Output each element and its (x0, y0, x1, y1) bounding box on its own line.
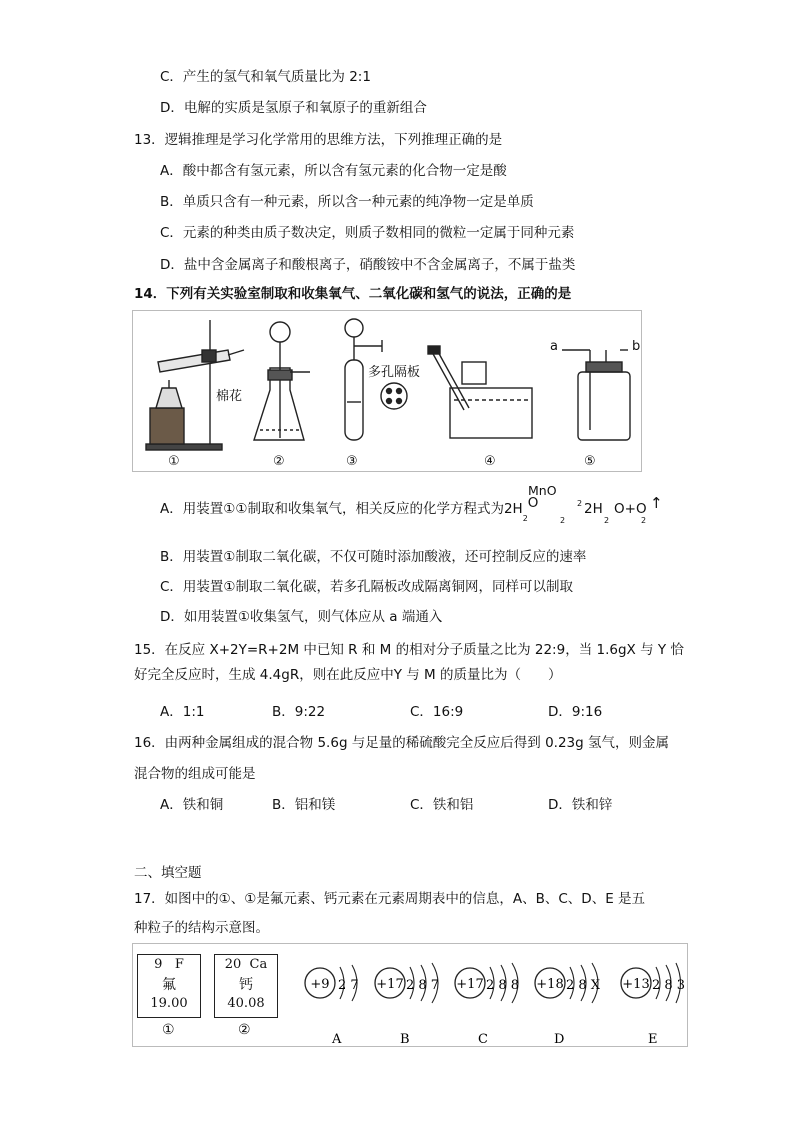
atom-a-label: A (332, 1032, 342, 1045)
atom-d-shells: 2 8 X (566, 978, 601, 993)
porous-plate-label: 多孔隔板 (368, 365, 421, 380)
atom-e (621, 963, 685, 1045)
atom-b-label: B (400, 1032, 410, 1045)
catalyst-mno2: MnO (528, 483, 557, 498)
apparatus-1-number: ① (168, 454, 180, 469)
f-atomic-number: 9 (154, 957, 163, 972)
q16-line1: 16．由两种金属组成的混合物 5.6g 与足量的稀硫酸完全反应后得到 0.23g 氢气，则金属 (134, 735, 670, 751)
eq-2h: 2H (584, 501, 603, 517)
apparatus-2-number: ② (273, 454, 285, 469)
atom-d (535, 963, 601, 1045)
port-b-label: b (632, 339, 641, 354)
sub-2d: 2 (604, 516, 610, 525)
apparatus-4-number: ④ (484, 454, 496, 469)
q13-option-d: D．盐中含金属离子和酸根离子，硝酸铵中不含金属离子，不属于盐类 (160, 257, 576, 273)
fluorine-cell (137, 954, 201, 1018)
sub-2b: 2 (577, 499, 583, 508)
q16-option-c: C．铁和铝 (410, 797, 474, 813)
apparatus-4-trough (428, 346, 532, 438)
atom-d-nucleus: +18 (536, 977, 564, 992)
q15-line1: 15．在反应 X+2Y=R+2M 中已知 R 和 M 的相对分子质量之比为 22:9，当 1.6gX 与 Y 恰 (134, 642, 684, 658)
q15-line2: 好完全反应时，生成 4.4gR，则在此反应中Y 与 M 的质量比为（ ） (134, 667, 562, 683)
q16-line2: 混合物的组成可能是 (134, 766, 256, 782)
atom-c-nucleus: +17 (456, 977, 484, 992)
apparatus-3-number: ③ (346, 454, 358, 469)
f-symbol: F (174, 957, 184, 972)
q13-option-b: B．单质只含有一种元素，所以含一种元素的纯净物一定是单质 (160, 194, 534, 210)
q17-line1: 17．如图中的①、①是氟元素、钙元素在元素周期表中的信息，A、B、C、D、E 是五 (134, 891, 646, 907)
q15-option-c: C．16:9 (410, 704, 464, 720)
f-mass: 19.00 (150, 996, 188, 1011)
f-name: 氟 (162, 977, 176, 993)
atom-b-nucleus: +17 (376, 977, 404, 992)
q15-option-b: B．9:22 (272, 704, 326, 720)
q15-option-a: A．1:1 (160, 704, 205, 720)
ca-symbol: Ca (249, 957, 268, 972)
cotton-label: 棉花 (216, 389, 243, 404)
sub-2c: 2 (560, 516, 566, 525)
atom-e-nucleus: +13 (622, 977, 650, 992)
q13-option-a: A．酸中都含有氢元素，所以含有氢元素的化合物一定是酸 (160, 163, 507, 179)
atom-c-label: C (478, 1032, 488, 1045)
q14-option-a (160, 495, 539, 523)
q16-option-a: A．铁和铜 (160, 797, 224, 813)
calcium-cell (214, 954, 278, 1018)
atom-e-shells: 2 8 3 (652, 978, 685, 993)
q13-option-c: C．元素的种类由质子数决定，则质子数相同的微粒一定属于同种元素 (160, 225, 575, 241)
ca-mass: 40.08 (227, 996, 265, 1011)
q15-option-d: D．9:16 (548, 704, 603, 720)
q17-line2: 种粒子的结构示意图。 (134, 920, 269, 936)
atom-a-nucleus: +9 (310, 977, 330, 992)
eq-o-o: O+O (614, 501, 647, 517)
ca-name: 钙 (239, 977, 253, 993)
apparatus-5-bottle (562, 350, 630, 440)
section-heading: 二、填空题 (134, 865, 202, 881)
atom-diagrams (300, 955, 685, 1045)
eq-arrow: ↑ (650, 494, 663, 512)
apparatus-5-number: ⑤ (584, 454, 596, 469)
q14-stem: 14．下列有关实验室制取和收集氧气、二氧化碳和氢气的说法，正确的是 (134, 286, 572, 302)
port-a-label: a (550, 339, 558, 354)
q12-option-d: D．电解的实质是氢原子和氧原子的重新组合 (160, 100, 427, 116)
sub-2e: 2 (641, 516, 647, 525)
atom-d-label: D (554, 1032, 565, 1045)
apparatus-2-flask (254, 322, 310, 440)
atom-e-label: E (648, 1032, 658, 1045)
atom-c-shells: 2 8 8 (486, 978, 520, 993)
q14-option-c: C．用装置①制取二氧化碳，若多孔隔板改成隔离铜网，同样可以制取 (160, 579, 574, 595)
apparatus-1-heating (146, 320, 244, 450)
q16-option-d: D．铁和锌 (548, 797, 613, 813)
atom-a-shells: 2 7 (338, 978, 359, 993)
eq-o: O (527, 495, 539, 511)
q14-option-b: B．用装置①制取二氧化碳，不仅可随时添加酸液，还可控制反应的速率 (160, 549, 587, 565)
atom-b (375, 963, 439, 1045)
apparatus-figure (132, 310, 642, 472)
ca-atomic-number: 20 (224, 957, 242, 972)
atom-b-shells: 2 8 7 (406, 978, 440, 993)
q13-stem: 13．逻辑推理是学习化学常用的思维方法，下列推理正确的是 (134, 132, 503, 148)
atom-a (305, 965, 359, 1045)
f-cell-number: ① (162, 1022, 175, 1038)
q16-option-b: B．铝和镁 (272, 797, 336, 813)
sub-2a: 2 (522, 514, 528, 523)
q14-option-d: D．如用装置①收集氢气，则气体应从 a 端通入 (160, 609, 443, 625)
q12-option-c: C．产生的氢气和氧气质量比为 2:1 (160, 69, 371, 85)
ca-cell-number: ② (238, 1022, 251, 1038)
atom-c (455, 963, 519, 1045)
q14-option-a-text: A．用装置①①制取和收集氧气，相关反应的化学方程式为2H (160, 501, 523, 517)
